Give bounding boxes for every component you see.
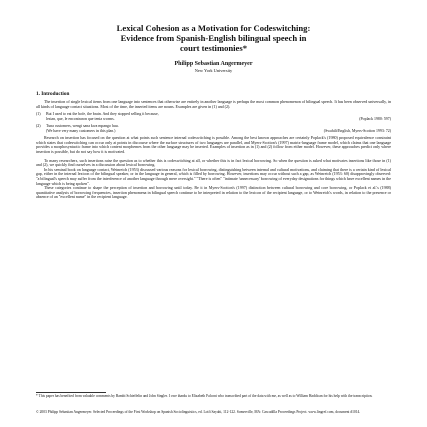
example-1-number: (1) <box>36 112 41 117</box>
example-2 <box>36 124 391 133</box>
paper-title <box>36 23 391 53</box>
paragraph-2: Research on insertion has focused on the question at what points such sentence internal codeswitching is possible. Among the best known approaches are certainly Poplack's (1980) proposed equivalence constraint which states that codeswitching can occur only at points in discourse where the surface structures of two languages are parallel, and Myers-Scotton's (1997) matrix-language frame model, which claims that one language provides a morphosyntactic frame into which content morphemes from the other language may be inserted. Examples of insertion as in (1) and (2) follow from either model. However, these approaches predict only where insertion is possible, but do not say how it is motivated. <box>36 135 391 154</box>
example-1-line-2: lesian, que, le encontraron que tenia worms. <box>46 116 115 121</box>
copyright-notice: © 2003 Philipp Sebastian Angermeyer. Selected Proceedings of the First Workshop on Spanish Sociolinguistics, ed. Lotfi Sayahi, 112-122. Somerville, MA: Cascadilla Proceedings Project. www.lingref.com, document #1014. <box>36 410 361 414</box>
paragraph-4: In his seminal book on language contact, Weinreich (1953) discussed various reasons for lexical borrowing, distinguishing between internal and cultural motivations, and claiming that there is a certain kind of lexical gap, either in the internal lexicon of the bilingual speaker, or in the language in general, which is filled by borrowing. However, insertions may occur without such a gap, as Weinreich (1953: 60) disapprovingly observed: "a bilingual's speech may suffer from the interference of another language through mere oversight." "There is often" "intimate 'unnecessary' borrowing of everyday designations for things which have excellent names in the language which is being spoken". <box>36 166 391 186</box>
example-1-line-1: But I used to eat the bofe, the brain. And they stopped selling it because, <box>46 112 159 117</box>
paragraph-3: To many researchers, such insertions raise the question as to whether this is codeswitching at all, or whether this is in fact lexical borrowing. So when the question is asked what motivates insertions like those in (1) and (2), we quickly find ourselves in a discussion about lexical borrowing. <box>36 157 391 168</box>
example-2-number: (2) <box>36 124 41 129</box>
paragraph-1: The insertion of single lexical items from one language into sentences that otherwise are entirely in another language is perhaps the most common phenomenon of bilingual speech. It has been observed universally, in all kinds of language contact situations. Most of the time, the inserted items are nouns. Examples are given in (1) and (2). <box>36 99 391 109</box>
paragraph-5: These categories continue to shape the perception of insertion and borrowing until today. Be it in Myers-Scotton's (1997) distinction between cultural borrowing and core borrowing, or Poplack et al.'s (1988) quantitative analysis of borrowing frequencies, insertion phenomena in bilingual speech continue to be interpreted in relation to the lexicon of the recipient language, or to Weinreich's words, in relation to the presence or absence of an "excellent name" in the recipient language. <box>36 185 391 200</box>
example-2-text <box>46 124 301 133</box>
title-line-2: Evidence from Spanish-English bilingual speech in <box>120 33 307 43</box>
example-1-text <box>46 112 301 121</box>
author-affiliation: New York University <box>194 68 233 73</box>
example-2-line-1: Tuna customers, wengi sana kwa mpango huu. <box>46 124 119 129</box>
example-2-source: (Swahili/English, Myers-Scotton 1993: 72) <box>323 128 391 133</box>
example-2-line-2: (We have very many customers in this plan.) <box>46 128 116 133</box>
title-line-3: court testimonies* <box>179 43 248 53</box>
footnote: * This paper has benefited from valuable comments by Bambi Schieffelin and John Singler. I owe thanks to Elizabeth Falconi who transcribed part of the data with me, as well as to William Haddican for his help with the transcription. <box>36 394 373 398</box>
footnote-divider <box>36 392 106 393</box>
title-line-1: Lexical Cohesion as a Motivation for Codeswitching: <box>116 23 311 33</box>
author-name: Philipp Sebastian Angermeyer <box>174 61 253 67</box>
example-1-source: (Poplack 1980: 597) <box>359 116 391 121</box>
section-heading: 1. Introduction <box>36 91 70 97</box>
example-1 <box>36 112 391 121</box>
